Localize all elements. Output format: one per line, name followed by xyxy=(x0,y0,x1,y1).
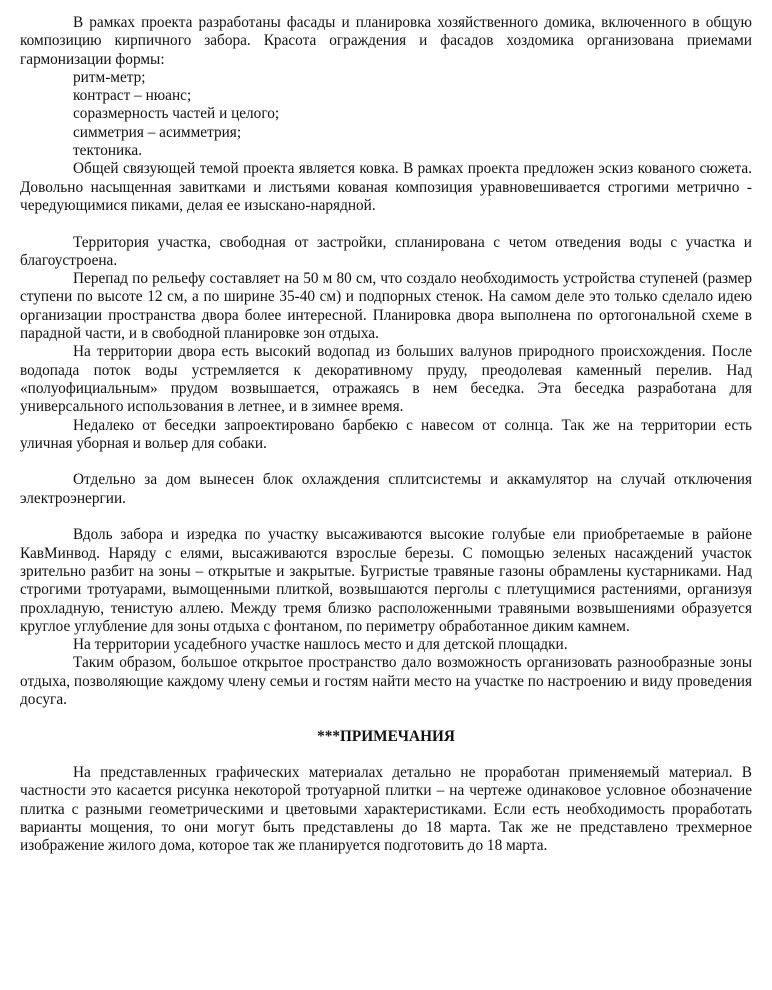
cooling-paragraph: Отдельно за дом вынесен блок охлаждения сплитсистемы и аккамулятор на случай отключения электроэнергии. xyxy=(20,471,752,507)
paragraph-gap xyxy=(20,746,752,764)
harmonization-techniques-list xyxy=(20,69,752,160)
relief-paragraph: Перепад по рельефу составляет на 50 м 80 см, что создало необходимость устройства ступеней (размер ступени по высоте 12 см, а по ширине 35-40 см) и подпорных стенок. На самом деле это только сделало идею организации пространства двора более интересной. Планировка двора выполнена по ортогональной схеме в парадной части, и в свободной планировке зон отдыха. xyxy=(20,270,752,343)
list-item: контраст – нюанс; xyxy=(73,87,192,105)
planting-paragraph: Вдоль забора и изредка по участку высаживаются высокие голубые ели приобретаемые в районе КавМинвод. Наряду с елями, высаживаются взрослые березы. С помощью зеленых насаждений участок зрительно разбит на зоны – открытые и закрытые. Бугристые травяные газоны обрамлены кустарниками. Над строгими тротуарами, вымощенными плиткой, возвышаются перголы с плетущимися растениями, организуя прохладную, тенистую аллею. Между тремя близко расположенными травяными возвышениями образуется круглое углубление для зоны отдыха с фонтаном, по периметру обработанное диким камнем. xyxy=(20,526,752,635)
notes-paragraph: На представленных графических материалах детально не проработан применяемый материал. В частности это касается рисунка некоторой тротуарной плитки – на чертеже одинаковое условное обозначение плитка с разными геометрическими и цветовыми характеристиками. Если есть необходимость проработать варианты мощения, то они могут быть представлены до 18 марта. Так же не представлено трехмерное изображение жилого дома, которое так же планируется подготовить до 18 марта. xyxy=(20,764,752,855)
notes-heading: ***ПРИМЕЧАНИЯ xyxy=(317,727,455,745)
intro-paragraph: В рамках проекта разработаны фасады и планировка хозяйственного домика, включенного в общую композицию кирпичного забора. Красота ограждения и фасадов хоздомика организована приемами гармонизации формы: xyxy=(20,14,752,68)
paragraph-gap xyxy=(20,215,752,233)
list-item: симметрия – асимметрия; xyxy=(73,123,242,141)
conclusion-paragraph: Таким образом, большое открытое пространство дало возможность организовать разнообразные зоны отдыха, позволяющие каждому члену семьи и гостям найти место на участке по настроению и виду проведения досуга. xyxy=(20,654,752,708)
list-item: соразмерность частей и целого; xyxy=(73,105,280,123)
territory-paragraph: Территория участка, свободная от застройки, спланирована с четом отведения воды с участка и благоустроена. xyxy=(20,233,752,269)
barbecue-paragraph: Недалеко от беседки запроектировано барбекю с навесом от солнца. Так же на территории есть уличная уборная и вольер для собаки. xyxy=(20,416,752,452)
paragraph-gap xyxy=(20,508,752,526)
list-item: ритм-метр; xyxy=(73,68,146,86)
forging-paragraph: Общей связующей темой проекта является ковка. В рамках проекта предложен эскиз кованого сюжета. Довольно насыщенная завитками и листьями кованая композиция уравновешивается строгими метрично - чередующимися пиками, делая ее изыскано-нарядной. xyxy=(20,160,752,214)
list-item: тектоника. xyxy=(73,142,143,160)
paragraph-gap xyxy=(20,709,752,727)
playground-paragraph: На территории усадебного участке нашлось место и для детской площадки. xyxy=(73,636,568,654)
waterfall-paragraph: На территории двора есть высокий водопад из больших валунов природного происхождения. После водопада поток воды устремляется к декоративному пруду, преодолевая каменный перелив. Над «полуофициальным» прудом возвышается, отражаясь в нем беседка. Эта беседка разработана для универсального использования в летнее, и в зимнее время. xyxy=(20,343,752,416)
paragraph-gap xyxy=(20,453,752,471)
